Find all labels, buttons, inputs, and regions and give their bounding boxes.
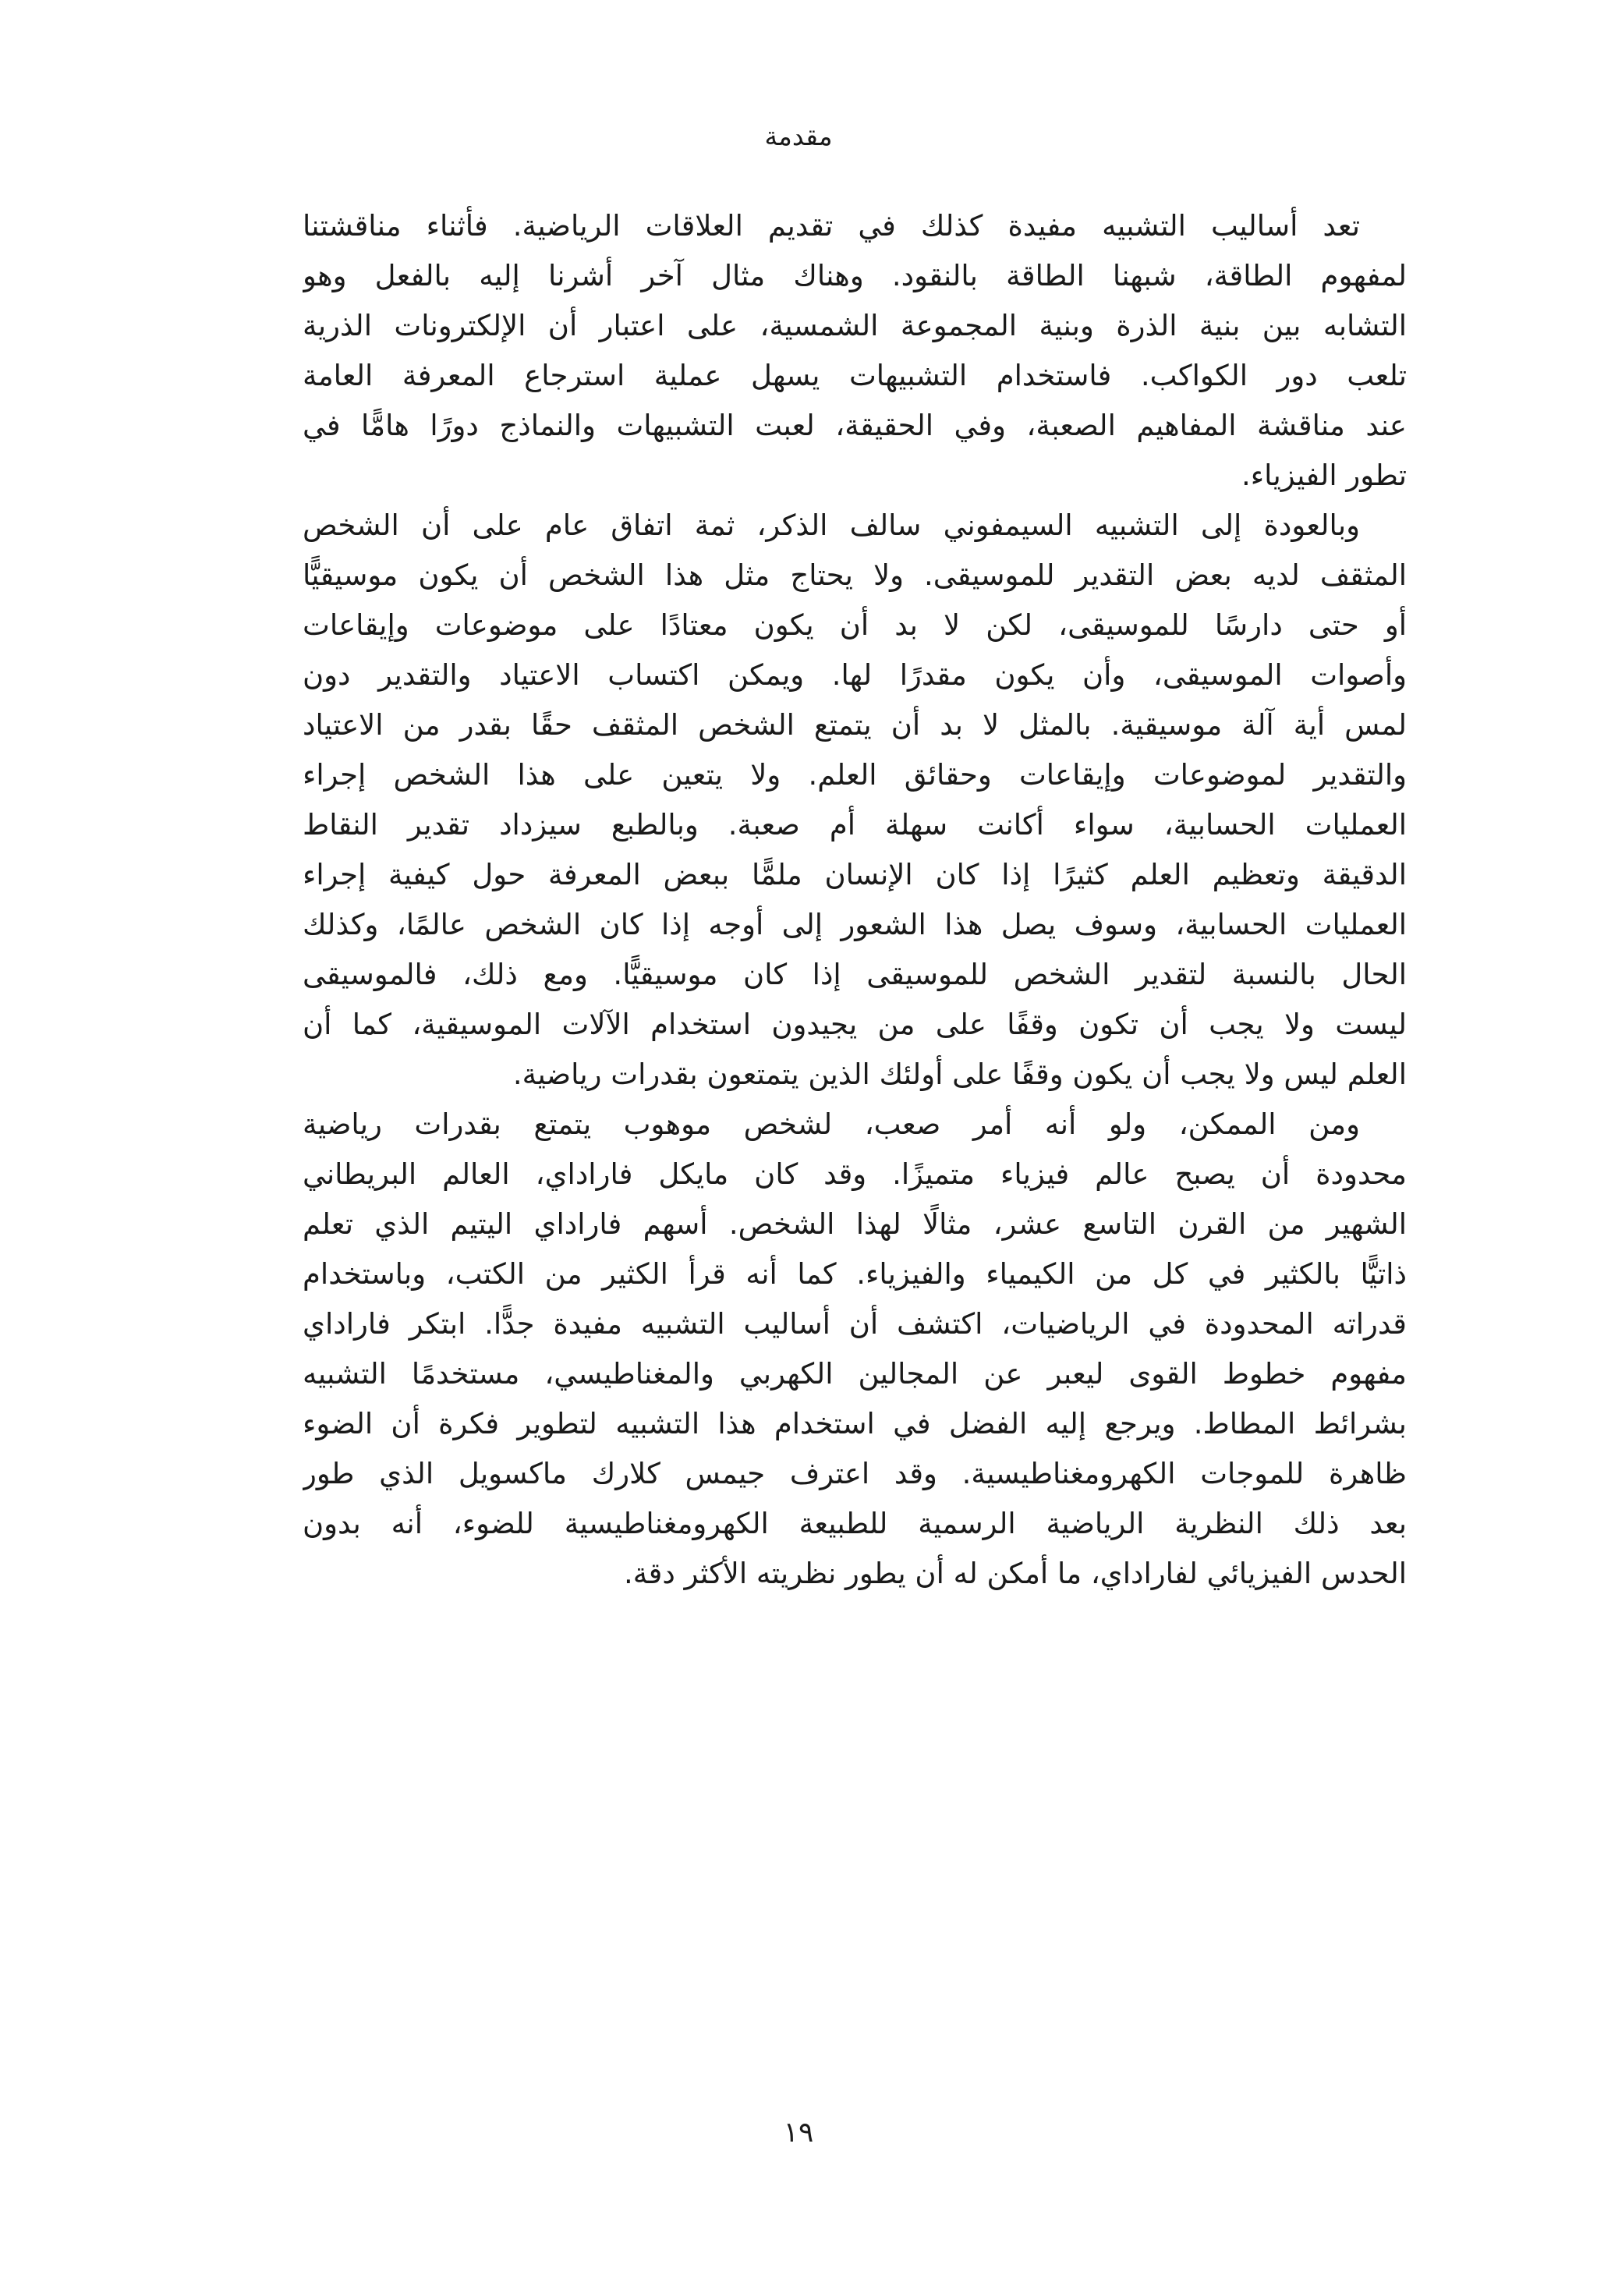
text-line: أو حتى دارسًا للموسيقى، لكن لا بد أن يكون معتادًا على موضوعات وإيقاعات	[303, 608, 1407, 642]
text-line: العمليات الحسابية، سواء أكانت سهلة أم صعبة. وبالطبع سيزداد تقدير النقاط	[303, 808, 1407, 842]
page-number: ١٩	[783, 2117, 814, 2149]
body-text	[303, 201, 1407, 1599]
text-line: مفهوم خطوط القوى ليعبر عن المجالين الكهربي والمغناطيسي، مستخدمًا التشبيه	[303, 1357, 1407, 1391]
text-line: تطور الفيزياء.	[1241, 459, 1407, 492]
text-line: الحدس الفيزيائي لفاراداي، ما أمكن له أن يطور نظريته الأكثر دقة.	[624, 1557, 1407, 1590]
text-line: الدقيقة وتعظيم العلم كثيرًا إذا كان الإنسان ملمًّا ببعض المعرفة حول كيفية إجراء	[303, 858, 1407, 891]
running-header: مقدمة	[764, 121, 833, 151]
text-line: وأصوات الموسيقى، وأن يكون مقدرًا لها. ويمكن اكتساب الاعتياد والتقدير دون	[303, 658, 1407, 692]
text-line: العمليات الحسابية، وسوف يصل هذا الشعور إلى أوجه إذا كان الشخص عالمًا، وكذلك	[303, 908, 1407, 941]
text-line: ظاهرة للموجات الكهرومغناطيسية. وقد اعترف جيمس كلارك ماكسويل الذي طور	[303, 1457, 1407, 1490]
text-line: المثقف لديه بعض التقدير للموسيقى. ولا يحتاج مثل هذا الشخص أن يكون موسيقيًّا	[303, 558, 1407, 592]
text-line: عند مناقشة المفاهيم الصعبة، وفي الحقيقة، لعبت التشبيهات والنماذج دورًا هامًّا في	[303, 409, 1407, 442]
text-line: بشرائط المطاط. ويرجع إليه الفضل في استخدام هذا التشبيه لتطوير فكرة أن الضوء	[303, 1407, 1407, 1440]
text-line: التشابه بين بنية الذرة وبنية المجموعة الشمسية، على اعتبار أن الإلكترونات الذرية	[303, 309, 1407, 342]
text-line: لمفهوم الطاقة، شبهنا الطاقة بالنقود. وهناك مثال آخر أشرنا إليه بالفعل وهو	[303, 259, 1407, 292]
text-line: لمس أية آلة موسيقية. بالمثل لا بد أن يتمتع الشخص المثقف حقًا بقدر من الاعتياد	[303, 708, 1407, 742]
text-line: ومن الممكن، ولو أنه أمر صعب، لشخص موهوب يتمتع بقدرات رياضية	[303, 1107, 1360, 1141]
text-line: محدودة أن يصبح عالم فيزياء متميزًا. وقد كان مايكل فاراداي، العالم البريطاني	[303, 1157, 1407, 1191]
text-line: تلعب دور الكواكب. فاستخدام التشبيهات يسهل عملية استرجاع المعرفة العامة	[303, 359, 1407, 392]
text-line: بعد ذلك النظرية الرياضية الرسمية للطبيعة الكهرومغناطيسية للضوء، أنه بدون	[303, 1507, 1407, 1540]
text-line: وبالعودة إلى التشبيه السيمفوني سالف الذكر، ثمة اتفاق عام على أن الشخص	[303, 508, 1360, 542]
paragraph-3	[303, 1100, 1407, 1599]
paragraph-2	[303, 501, 1407, 1100]
text-line: الشهير من القرن التاسع عشر، مثالًا لهذا الشخص. أسهم فاراداي اليتيم الذي تعلم	[303, 1207, 1407, 1241]
text-line: ليست ولا يجب أن تكون وقفًا على من يجيدون استخدام الآلات الموسيقية، كما أن	[303, 1008, 1407, 1041]
text-line: العلم ليس ولا يجب أن يكون وقفًا على أولئك الذين يتمتعون بقدرات رياضية.	[512, 1058, 1407, 1091]
text-line: قدراته المحدودة في الرياضيات، اكتشف أن أساليب التشبيه مفيدة جدًّا. ابتكر فاراداي	[303, 1307, 1407, 1341]
text-line: تعد أساليب التشبيه مفيدة كذلك في تقديم العلاقات الرياضية. فأثناء مناقشتنا	[303, 209, 1360, 243]
text-line: ذاتيًّا بالكثير في كل من الكيمياء والفيزياء. كما أنه قرأ الكثير من الكتب، وباستخدام	[303, 1257, 1407, 1291]
text-line: الحال بالنسبة لتقدير الشخص للموسيقى إذا كان موسيقيًّا. ومع ذلك، فالموسيقى	[303, 958, 1407, 991]
paragraph-1	[303, 201, 1407, 501]
text-line: والتقدير لموضوعات وإيقاعات وحقائق العلم. ولا يتعين على هذا الشخص إجراء	[303, 758, 1407, 792]
